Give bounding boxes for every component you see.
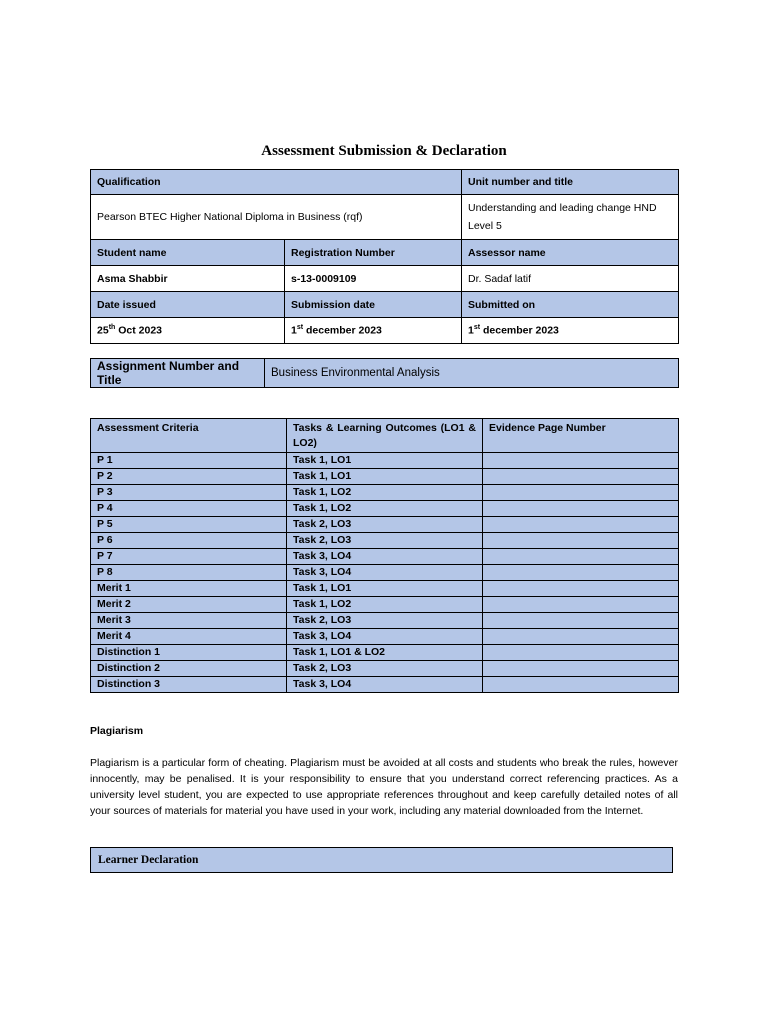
evidence-page-cell [483,549,679,565]
unit-value [462,195,679,240]
evidence-page-cell [483,645,679,661]
task-cell: Task 1, LO2 [287,501,483,517]
task-cell: Task 3, LO4 [287,549,483,565]
table-row [91,469,679,485]
task-cell: Task 1, LO2 [287,597,483,613]
submitted-on-label: Submitted on [462,292,679,318]
date-issued-value [91,318,285,344]
submission-date-value [285,318,462,344]
submitted-on-suffix: st [473,324,481,332]
assessor-name-label: Assessor name [462,240,679,266]
table-row [91,645,679,661]
date-issued-label: Date issued [91,292,285,318]
registration-number-label: Registration Number [285,240,462,266]
date-issued-suffix: th [108,324,116,332]
unit-label: Unit number and title [462,170,679,195]
task-cell: Task 1, LO2 [287,485,483,501]
table-row [91,565,679,581]
tasks-header: Tasks & Learning Outcomes (LO1 & LO2) [287,419,483,453]
criteria-cell: P 8 [91,565,287,581]
assignment-label: Assignment Number and Title [91,359,265,388]
evidence-page-cell [483,629,679,645]
evidence-page-cell [483,453,679,469]
table-row [91,613,679,629]
assessment-criteria-table [90,418,679,693]
table-row [91,485,679,501]
submission-date-day: 1 [291,324,297,337]
criteria-cell: P 4 [91,501,287,517]
date-issued-rest: Oct 2023 [115,324,162,337]
assignment-title: Business Environmental Analysis [265,359,679,388]
criteria-cell: P 1 [91,453,287,469]
document-title: Assessment Submission & Declaration [261,143,507,159]
qualification-value: Pearson BTEC Higher National Diploma in Business (rqf) [91,195,462,240]
submission-date-label: Submission date [285,292,462,318]
date-issued-day: 25 [97,324,109,337]
qualification-label: Qualification [91,170,462,195]
table-row [91,629,679,645]
criteria-cell: P 2 [91,469,287,485]
criteria-header: Assessment Criteria [91,419,287,453]
evidence-page-cell [483,597,679,613]
task-cell: Task 1, LO1 [287,469,483,485]
criteria-cell: Merit 3 [91,613,287,629]
task-cell: Task 1, LO1 & LO2 [287,645,483,661]
evidence-page-cell [483,517,679,533]
criteria-cell: P 6 [91,533,287,549]
evidence-page-cell [483,533,679,549]
evidence-page-cell [483,485,679,501]
task-cell: Task 3, LO4 [287,677,483,693]
plagiarism-text: Plagiarism is a particular form of cheating. Plagiarism must be avoided at all costs and students who break the rules, however innocently, may be penalised. It is your responsibility to ensure that you understand correct referencing practices. As a university level student, you are expected to use appropriate references throughout and keep carefully detailed notes of all your sources of materials for material you have used in your work, including any material downloaded from the Internet. [90,757,678,817]
unit-value-line1: Understanding and leading change HND [468,202,657,214]
task-cell: Task 2, LO3 [287,517,483,533]
submitted-on-value [462,318,679,344]
evidence-page-cell [483,469,679,485]
submission-date-rest: december 2023 [303,324,382,337]
task-cell: Task 3, LO4 [287,629,483,645]
table-row [91,501,679,517]
criteria-cell: Merit 1 [91,581,287,597]
criteria-cell: Merit 2 [91,597,287,613]
table-row [91,581,679,597]
assignment-table [90,358,679,388]
table-row [91,597,679,613]
task-cell: Task 2, LO3 [287,661,483,677]
criteria-cell: Merit 4 [91,629,287,645]
table-row [91,677,679,693]
evidence-page-cell [483,565,679,581]
learner-declaration-heading: Learner Declaration [90,847,673,873]
evidence-page-cell [483,613,679,629]
task-cell: Task 3, LO4 [287,565,483,581]
criteria-cell: P 7 [91,549,287,565]
submitted-on-day: 1 [468,324,474,337]
submission-date-suffix: st [296,324,304,332]
evidence-page-cell [483,581,679,597]
submitted-on-rest: december 2023 [480,324,559,337]
task-cell: Task 2, LO3 [287,613,483,629]
table-row [91,661,679,677]
submission-info-table [90,169,679,344]
criteria-cell: P 3 [91,485,287,501]
table-row [91,453,679,469]
criteria-cell: Distinction 1 [91,645,287,661]
task-cell: Task 1, LO1 [287,581,483,597]
evidence-page-cell [483,501,679,517]
table-row [91,549,679,565]
criteria-cell: Distinction 3 [91,677,287,693]
table-row [91,517,679,533]
criteria-cell: P 5 [91,517,287,533]
student-name-label: Student name [91,240,285,266]
table-row [91,533,679,549]
student-name-value: Asma Shabbir [91,266,285,292]
task-cell: Task 2, LO3 [287,533,483,549]
task-cell: Task 1, LO1 [287,453,483,469]
criteria-header-row [91,419,679,453]
plagiarism-title: Plagiarism [90,725,144,737]
unit-value-line2: Level 5 [468,220,502,232]
evidence-header: Evidence Page Number [483,419,679,453]
registration-number-value: s-13-0009109 [285,266,462,292]
evidence-page-cell [483,661,679,677]
assessor-name-value: Dr. Sadaf latif [462,266,679,292]
evidence-page-cell [483,677,679,693]
criteria-cell: Distinction 2 [91,661,287,677]
